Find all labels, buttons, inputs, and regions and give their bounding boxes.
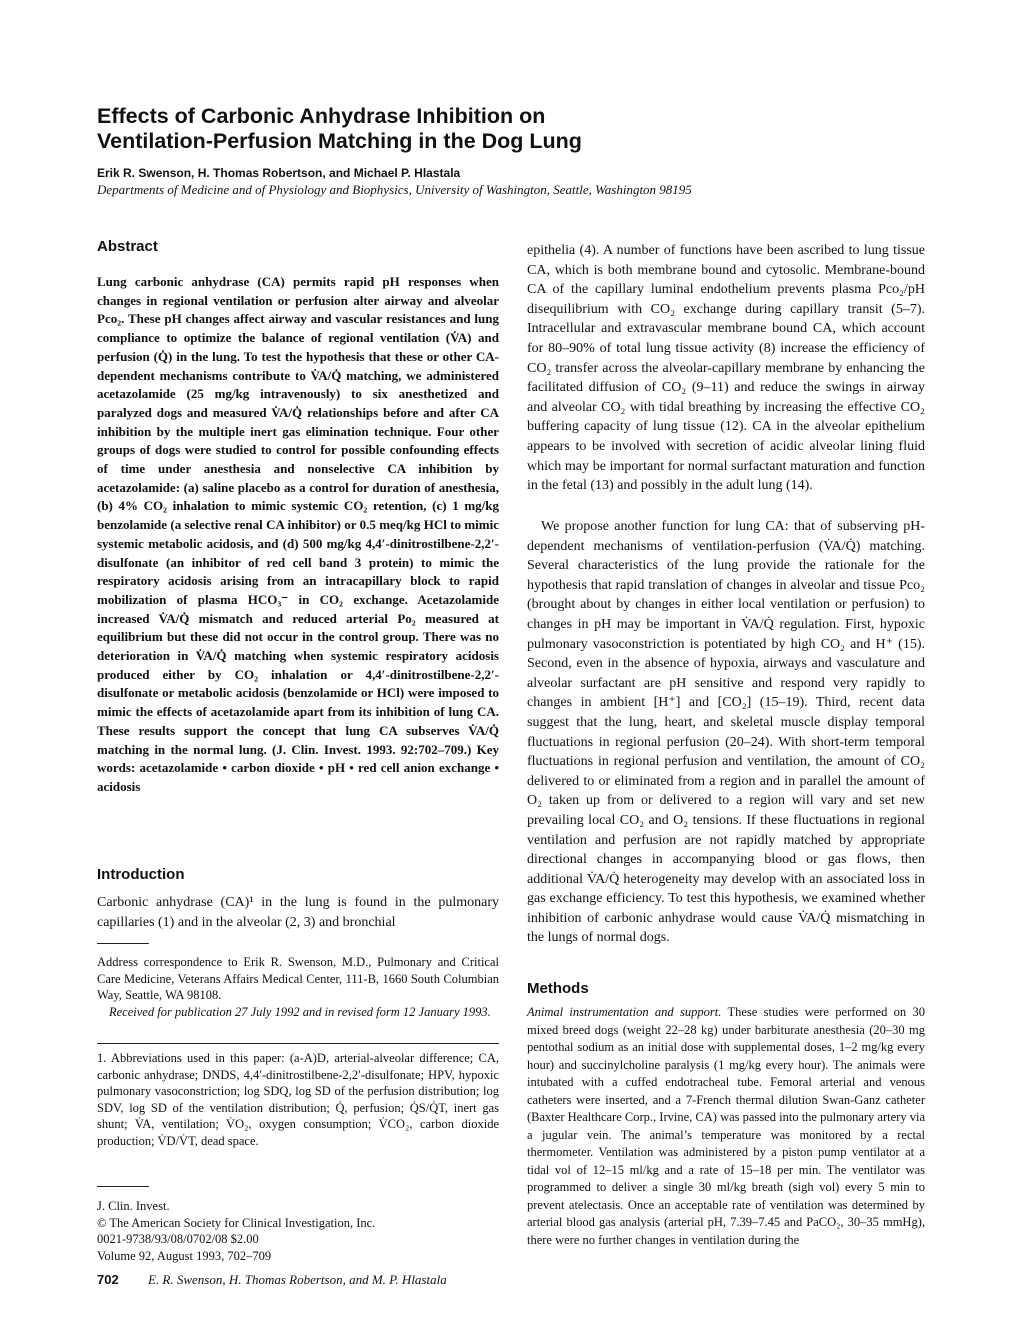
abbreviations-footnote: 1. Abbreviations used in this paper: (a-A)D, arterial-alveolar difference; CA, carbonic anhydrase; DNDS, 4,4′-dinitrostilbene-2,2′-disulfonate; HPV, hypoxic pulmonary vasoconstriction; log SDQ, log SD of the perfusion distribution; log SDV, log SD of the ventilation distribution; Q̇, perfusion; Q̇S/Q̇T, inert gas shunt; V̇A, ventilation; V̇O₂, oxygen consumption; V̇CO₂, carbon dioxide production; V̇D/V̇T, dead space. <box>97 1051 499 1148</box>
methods-text <box>527 1004 925 1249</box>
methods-heading: Methods <box>527 980 589 997</box>
introduction-heading: Introduction <box>97 866 185 883</box>
article-code: 0021-9738/93/08/0702/08 $2.00 <box>97 1232 259 1247</box>
correspondence-footnote: Address correspondence to Erik R. Swenson, M.D., Pulmonary and Critical Care Medicine, Veterans Affairs Medical Center, 111-B, 1660 South Columbian Way, Seattle, WA 98108. <box>97 955 499 1003</box>
abstract-text: Lung carbonic anhydrase (CA) permits rapid pH responses when changes in regional ventilation or perfusion alter airway and alveolar Pco₂. These pH changes affect airway and vascular resistances and lung compliance to optimize the balance of regional ventilation (V̇A) and perfusion (Q̇) in the lung. To test the hypothesis that these or other CA-dependent mechanisms contribute to V̇A/Q̇ matching, we administered acetazolamide (25 mg/kg intravenously) to six anesthetized and paralyzed dogs and measured V̇A/Q̇ relationships before and after CA inhibition by the multiple inert gas elimination technique. Four other groups of dogs were studied to control for possible confounding effects of time under anesthesia and nonselective CA inhibition by acetazolamide: (a) saline placebo as a control for duration of anesthesia, (b) 4% CO₂ inhalation to mimic systemic CO₂ retention, (c) 1 mg/kg benzolamide (a selective renal CA inhibitor) or 0.5 meq/kg HCl to mimic systemic metabolic acidosis, and (d) 500 mg/kg 4,4′-dinitrostilbene-2,2′-disulfonate (an inhibitor of red cell band 3 protein) to mimic the respiratory acidosis arising from an intracapillary block to rapid mobilization of plasma HCO₃⁻ in CO₂ exchange. Acetazolamide increased V̇A/Q̇ mismatch and reduced arterial Po₂ measured at equilibrium but these did not occur in the control group. There was no deterioration in V̇A/Q̇ matching when systemic respiratory acidosis produced either by CO₂ inhalation or 4,4′-dinitrostilbene-2,2′-disulfonate or metabolic acidosis (benzolamide or HCl) were imposed to mimic the effects of acetazolamide apart from its inhibition of lung CA. These results support the concept that lung CA subserves V̇A/Q̇ matching in the normal lung. (J. Clin. Invest. 1993. 92:702–709.) Key words: acetazolamide • carbon dioxide • pH • red cell anion exchange • acidosis <box>97 274 499 794</box>
methods-body: These studies were performed on 30 mixed breed dogs (weight 22–28 kg) under barbiturate anesthesia (20–30 mg pentothal sodium as an initial dose with supplemental doses, 1–2 mg/kg every hour) and succinylcholine paralysis (1 mg/kg every hour). The animals were intubated with a cuffed endotracheal tube. Femoral arterial and venous catheters were inserted, and a 7-French thermal dilution Swan-Ganz catheter (Baxter Healthcare Corp., Irvine, CA) was passed into the pulmonary artery via a jugular vein. The animal’s temperature was monitored by a rectal thermometer. Ventilation was administered by a piston pump ventilator at a tidal vol of 12–15 ml/kg and a rate of 15–18 per min. The ventilator was programmed to deliver a single 30 ml/kg breath (sigh vol) every 5 min to prevent atelectasis. Once an acceptable rate of ventilation was determined by arterial blood gas analysis (arterial pH, 7.39–7.45 and PaCO₂, 30–35 mmHg), there were no further changes in ventilation during the <box>527 1005 925 1247</box>
author-list: Erik R. Swenson, H. Thomas Robertson, and Michael P. Hlastala <box>97 166 461 180</box>
affiliation: Departments of Medicine and of Physiology and Biophysics, University of Washington, Seattle, Washington 98195 <box>97 182 692 197</box>
hypothesis-paragraph: We propose another function for lung CA: that of subserving pH-dependent mechanisms of ventilation-perfusion (V̇A/Q̇) matching. Several characteristics of the lung provide the rationale for the hypothesis that rapid translation of changes in alveolar and tissue Pco₂ (brought about by changes in either local ventilation or perfusion) to changes in pH may be important in V̇A/Q̇ regulation. First, hypoxic pulmonary vasoconstriction is potentiated by high CO₂ and H⁺ (15). Second, even in the absence of hypoxia, airways and vasculature and alveolar surfactant are pH sensitive and respond very rapidly to changes in ambient [H⁺] and [CO₂] (15–19). Third, recent data suggest that the lung, heart, and skeletal muscle display temporal fluctuations in regional perfusion (20–24). With short-term temporal fluctuations in regional perfusion and ventilation, the amount of CO₂ delivered to or eliminated from a region and in parallel the amount of O₂ taken up from or delivered to a region will vary and set new prevailing local CO₂ and O₂ tensions. If these fluctuations in regional ventilation and perfusion are not rapidly matched by appropriate directional changes in accompanying blood or gas flows, then additional V̇A/Q̇ heterogeneity may develop with an associated loss in gas exchange efficiency. To test this hypothesis, we examined whether inhibition of carbonic anhydrase would cause V̇A/Q̇ mismatching in the lungs of normal dogs. <box>527 519 925 946</box>
journal-rule <box>97 1186 149 1187</box>
title-line-2: Ventilation-Perfusion Matching in the Dog Lung <box>97 129 582 153</box>
journal-name: J. Clin. Invest. <box>97 1199 170 1213</box>
title-line-1: Effects of Carbonic Anhydrase Inhibition on <box>97 104 546 128</box>
footnote-divider <box>97 1043 499 1044</box>
volume-line: Volume 92, August 1993, 702–709 <box>97 1248 272 1263</box>
running-head: E. R. Swenson, H. Thomas Robertson, and M. P. Hlastala <box>147 1272 447 1287</box>
page-number: 702 <box>97 1272 119 1287</box>
received-footnote: Received for publication 27 July 1992 and in revised form 12 January 1993. <box>109 1005 491 1019</box>
introduction-text: Carbonic anhydrase (CA)¹ in the lung is found in the pulmonary capillaries (1) and in the alveolar (2, 3) and bronchial <box>97 895 499 930</box>
abstract-heading: Abstract <box>97 238 158 255</box>
page-footer <box>97 1272 597 1288</box>
article-title <box>97 104 857 154</box>
footnote-rule <box>97 943 149 944</box>
journal-info <box>97 1198 499 1264</box>
intro-continued-paragraph: epithelia (4). A number of functions have been ascribed to lung tissue CA, which is both membrane bound and cytosolic. Membrane-bound CA of the capillary luminal endothelium prevents plasma Pco₂/pH disequilibrium with CO₂ exchange during capillary transit (5–7). Intracellular and extravascular membrane bound CA, which account for 80–90% of total lung tissue activity (8) increase the efficiency of CO₂ transfer across the alveolar-capillary membrane by enhancing the facilitated diffusion of CO₂ (9–11) and reduce the swings in airway and alveolar CO₂ with tidal breathing by increasing the effective CO₂ buffering capacity of lung tissue (12). CA in the alveolar epithelium appears to be involved with secretion of acidic alveolar lining fluid which may be important for normal surfactant maturation and function in the fetal (13) and possibly in the adult lung (14). <box>527 243 925 494</box>
copyright-line: © The American Society for Clinical Investigation, Inc. <box>97 1215 376 1230</box>
methods-runin-heading: Animal instrumentation and support. <box>527 1005 722 1019</box>
